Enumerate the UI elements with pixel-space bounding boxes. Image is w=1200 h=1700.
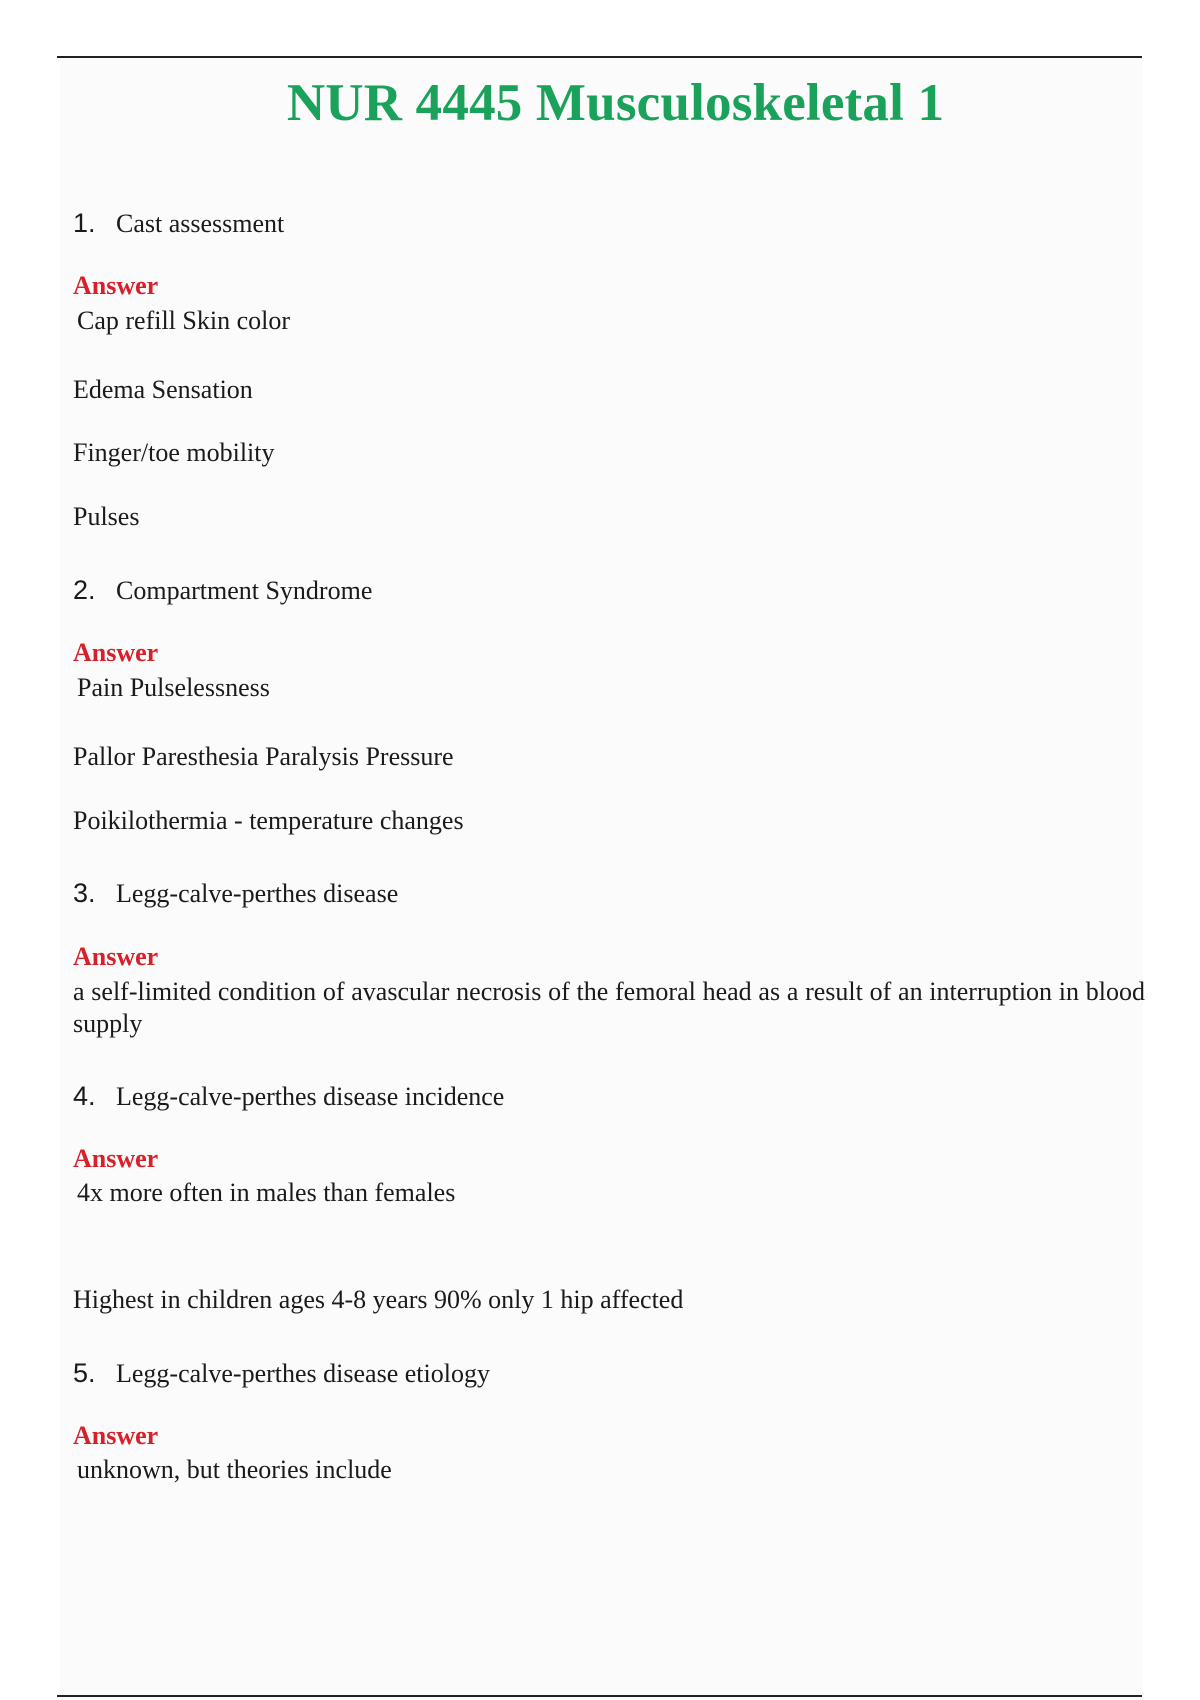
question-number: 3. xyxy=(73,878,96,908)
answer-line: unknown, but theories include xyxy=(77,1455,392,1484)
answer-label: Answer xyxy=(73,942,159,971)
question-number: 5. xyxy=(73,1358,96,1388)
question-number: 1. xyxy=(73,208,96,238)
question-3 xyxy=(73,878,398,909)
answer-paragraph: a self-limited condition of avascular necrosis of the femoral head as a result of an interruption in blood supply xyxy=(73,977,1145,1038)
question-text: Legg-calve-perthes disease etiology xyxy=(116,1359,490,1388)
question-2 xyxy=(73,575,372,606)
answer-line: Finger/toe mobility xyxy=(73,438,275,467)
question-text: Cast assessment xyxy=(116,209,285,238)
question-5 xyxy=(73,1358,490,1389)
answer-line: Cap refill Skin color xyxy=(77,306,291,335)
answer-label: Answer xyxy=(73,271,159,300)
question-text: Legg-calve-perthes disease xyxy=(116,879,399,908)
question-text: Legg-calve-perthes disease incidence xyxy=(116,1082,505,1111)
top-rule xyxy=(57,56,1142,58)
answer-label: Answer xyxy=(73,638,159,667)
answer-line: Edema Sensation xyxy=(73,375,253,404)
answer-line: 4x more often in males than females xyxy=(77,1178,456,1207)
question-number: 2. xyxy=(73,575,96,605)
answer-line: Highest in children ages 4-8 years 90% only 1 hip affected xyxy=(73,1285,684,1314)
document-title: NUR 4445 Musculoskeletal 1 xyxy=(286,74,945,132)
question-1 xyxy=(73,208,284,239)
bottom-rule xyxy=(57,1695,1142,1697)
question-number: 4. xyxy=(73,1081,96,1111)
question-text: Compartment Syndrome xyxy=(116,576,373,605)
answer-line: Poikilothermia - temperature changes xyxy=(73,806,464,835)
page-background xyxy=(60,58,1143,1696)
question-4 xyxy=(73,1081,504,1112)
answer-line: Pulses xyxy=(73,502,140,531)
answer-label: Answer xyxy=(73,1421,159,1450)
answer-line: Pallor Paresthesia Paralysis Pressure xyxy=(73,742,454,771)
answer-label: Answer xyxy=(73,1144,159,1173)
answer-line: Pain Pulselessness xyxy=(77,673,270,702)
